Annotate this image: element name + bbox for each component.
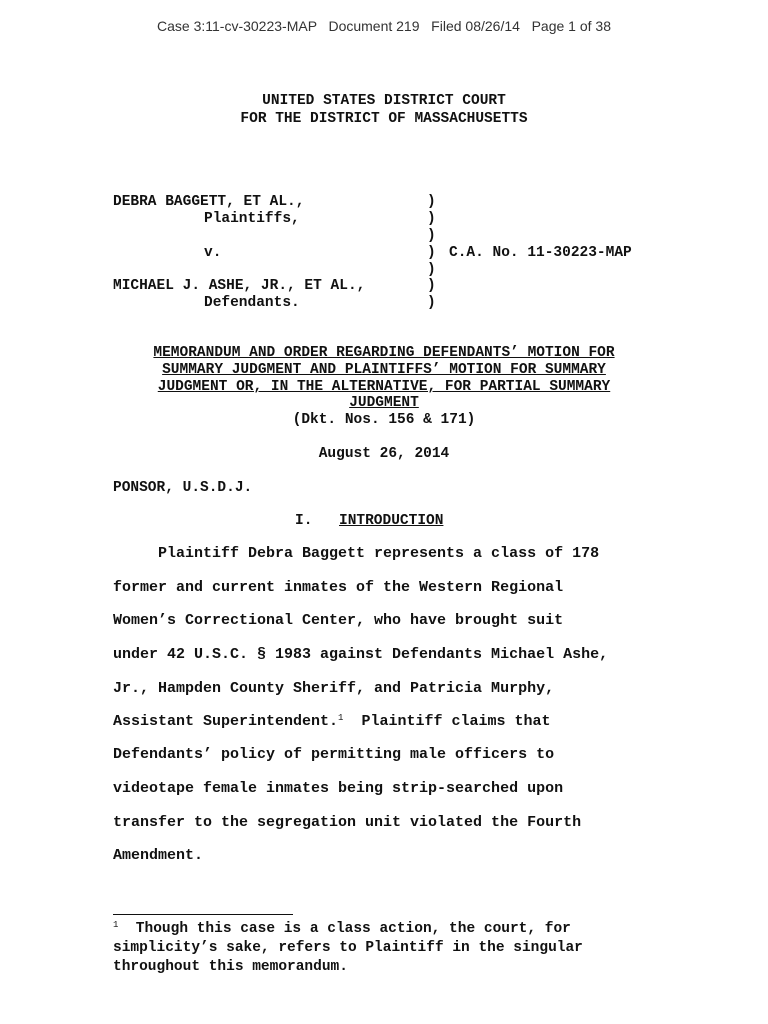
body-line: Defendants’ policy of permitting male officers to [113, 746, 555, 763]
body-line: videotape female inmates being strip-searched upon [113, 780, 564, 797]
caption-paren: ) [427, 245, 436, 261]
docket-numbers: (Dkt. Nos. 156 & 171) [292, 412, 476, 428]
section-number: I. [295, 513, 313, 529]
footnote-marker: 1 [113, 920, 119, 930]
caption-paren: ) [427, 228, 436, 244]
body-line-with-footnote [113, 713, 551, 730]
caption-paren: ) [427, 211, 436, 227]
document-title-line: JUDGMENT [349, 395, 419, 411]
body-line: Jr., Hampden County Sheriff, and Patricia Murphy, [113, 680, 555, 697]
body-line: Women’s Correctional Center, who have brought suit [113, 612, 564, 629]
plaintiff-name: DEBRA BAGGETT, ET AL., [113, 194, 305, 210]
body-text: Plaintiff claims that [343, 713, 551, 730]
section-heading: INTRODUCTION [339, 513, 444, 529]
footnote-line [113, 921, 571, 937]
caption-paren: ) [427, 295, 436, 311]
order-date: August 26, 2014 [318, 446, 450, 462]
court-district-line: FOR THE DISTRICT OF MASSACHUSETTS [240, 111, 528, 127]
footnote-separator [113, 914, 293, 915]
defendant-role: Defendants. [204, 295, 300, 311]
caption-paren: ) [427, 194, 436, 210]
document-title-line: JUDGMENT OR, IN THE ALTERNATIVE, FOR PARTIAL SUMMARY [157, 379, 611, 395]
body-line: Plaintiff Debra Baggett represents a class of 178 [113, 545, 600, 562]
body-line: under 42 U.S.C. § 1983 against Defendants Michael Ashe, [113, 646, 609, 663]
versus-label: v. [204, 245, 222, 261]
footnote-reference: 1 [338, 713, 344, 723]
caption-paren: ) [427, 262, 436, 278]
footnote-line: simplicity’s sake, refers to Plaintiff in the singular [113, 940, 583, 956]
footnote-line: throughout this memorandum. [113, 959, 348, 975]
body-line: former and current inmates of the Western Regional [113, 579, 564, 596]
body-line: transfer to the segregation unit violated the Fourth [113, 814, 582, 831]
caption-paren: ) [427, 278, 436, 294]
footnote-text: Though this case is a class action, the court, for [118, 921, 571, 937]
case-number: C.A. No. 11-30223-MAP [449, 245, 632, 261]
body-line: Amendment. [113, 847, 204, 864]
defendant-name: MICHAEL J. ASHE, JR., ET AL., [113, 278, 366, 294]
body-text: Assistant Superintendent. [113, 713, 339, 730]
judge-name: PONSOR, U.S.D.J. [113, 480, 253, 496]
plaintiff-role: Plaintiffs, [204, 211, 300, 227]
page-header: Case 3:11-cv-30223-MAP Document 219 Filed 08/26/14 Page 1 of 38 [157, 18, 611, 34]
document-title-line: SUMMARY JUDGMENT AND PLAINTIFFS’ MOTION FOR SUMMARY [162, 362, 606, 378]
document-title-line: MEMORANDUM AND ORDER REGARDING DEFENDANTS’ MOTION FOR [153, 345, 615, 361]
court-name-line: UNITED STATES DISTRICT COURT [262, 93, 506, 109]
